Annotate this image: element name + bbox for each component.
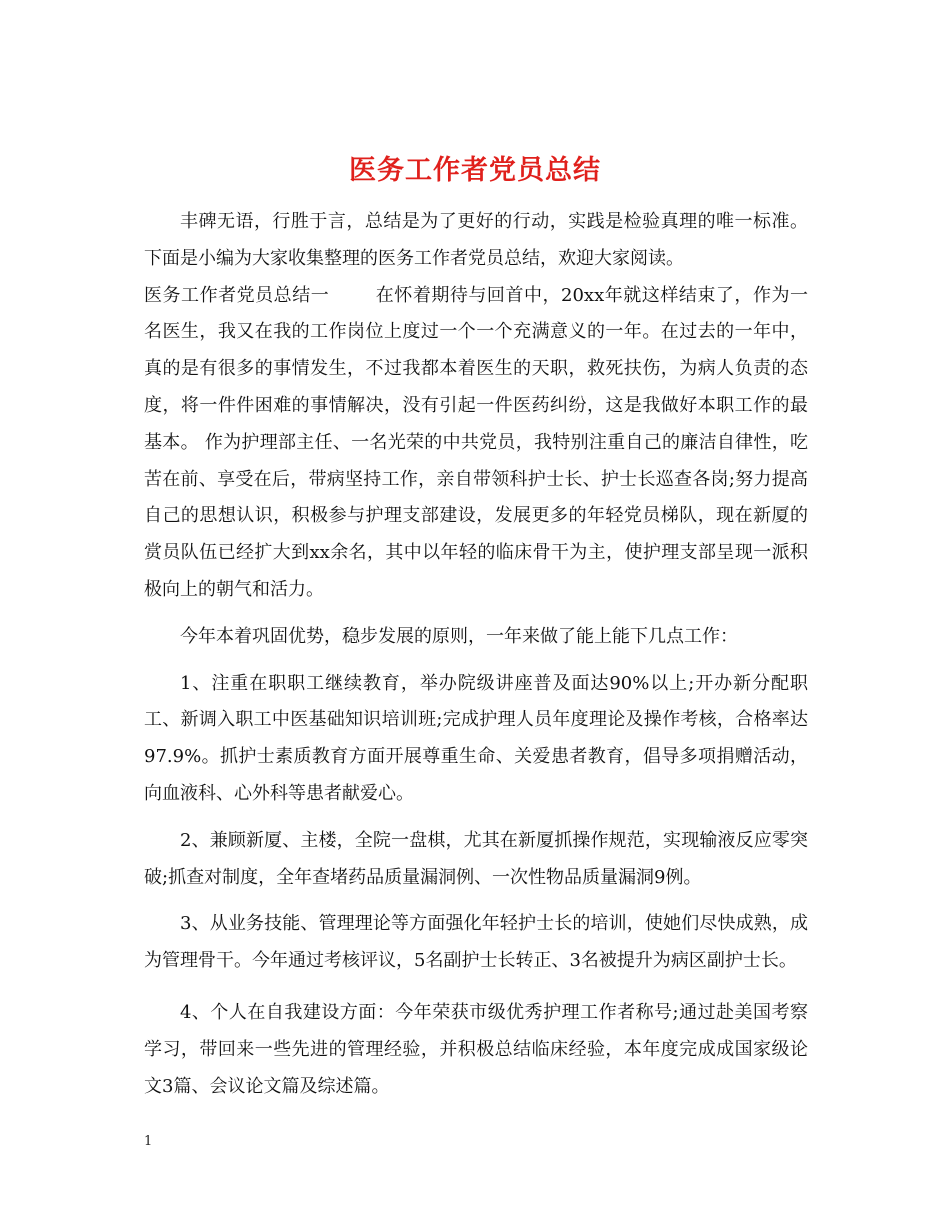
document-title: 医务工作者党员总结 [349, 155, 601, 187]
document-body [144, 204, 808, 1105]
section-one-heading: 医务工作者党员总结一 [144, 284, 330, 306]
intro-paragraph: 丰碑无语，行胜于言，总结是为了更好的行动，实践是检验真理的唯一标准。下面是小编为大家收集整理的医务工作者党员总结，欢迎大家阅读。 [144, 211, 808, 269]
work-item-1: 1、注重在职职工继续教育，举办院级讲座普及面达90%以上;开办新分配职工、新调入职工中医基础知识培训班;完成护理人员年度理论及操作考核，合格率达97.9%。抓护士素质教育方面开展尊重生命、关爱患者教育，倡导多项捐赠活动，向血液科、心外科等患者献爱心。 [144, 672, 808, 804]
page-number: 1 [144, 1134, 153, 1149]
section-one-text: 在怀着期待与回首中，20xx年就这样结束了，作为一名医生，我又在我的工作岗位上度过一个一个充满意义的一年。在过去的一年中，真的是有很多的事情发生，不过我都本着医生的天职，救死扶伤，为病人负责的态度，将一件件困难的事情解决，没有引起一件医药纠纷，这是我做好本职工作的最基本。 作为护理部主任、一名光荣的中共党员，我特别注重自己的廉洁自律性，吃苦在前、享受在后，带病坚持工作，亲自带领科护士长、护士长巡查各岗;努力提高自己的思想认识，积极参与护理支部建设，发展更多的年轻党员梯队，现在新厦的赏员队伍已经扩大到xx余名，其中以年轻的临床骨干为主，使护理支部呈现一派积极向上的朝气和活力。 [144, 284, 808, 600]
work-item-4: 4、个人在自我建设方面：今年荣获市级优秀护理工作者称号;通过赴美国考察学习，带回来一些先进的管理经验，并积极总结临床经验，本年度完成成国家级论文3篇、会议论文篇及综述篇。 [144, 1001, 808, 1097]
work-item-2: 2、兼顾新厦、主楼，全院一盘棋，尤其在新厦抓操作规范，实现输液反应零突破;抓查对制度，全年查堵药品质量漏洞例、一次性物品质量漏洞9例。 [144, 829, 808, 888]
section-one-paragraph [144, 278, 808, 609]
principle-paragraph: 今年本着巩固优势，稳步发展的原则，一年来做了能上能下几点工作： [180, 625, 738, 647]
work-item-3: 3、从业务技能、管理理论等方面强化年轻护士长的培训，使她们尽快成熟，成为管理骨干。今年通过考核评议，5名副护士长转正、3名被提升为病区副护士长。 [144, 913, 808, 972]
